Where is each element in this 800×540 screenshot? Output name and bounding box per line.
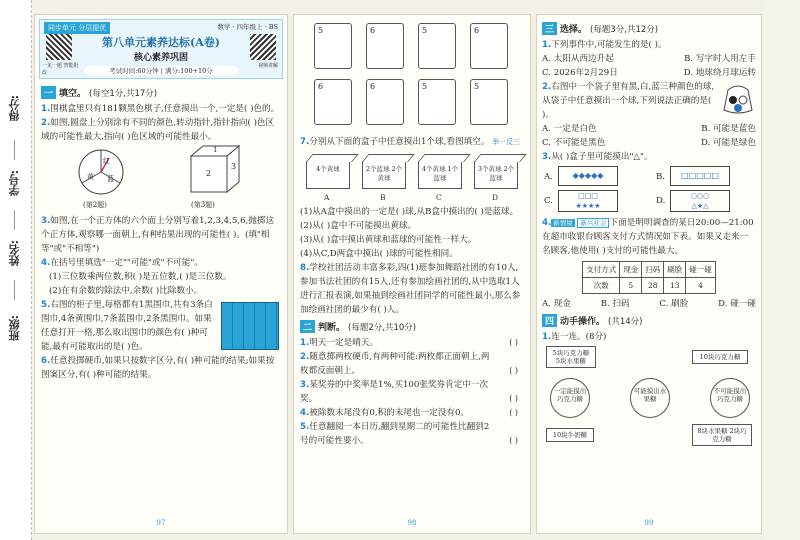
table-cell: 次数 (583, 278, 620, 294)
table-cell: 5 (620, 278, 642, 294)
option-b[interactable]: B. (656, 172, 666, 182)
choice-4-options (542, 297, 756, 311)
table-header-row (583, 262, 716, 278)
box-b (362, 161, 406, 189)
table-cell: 13 (664, 278, 686, 294)
crate-row (300, 149, 524, 205)
question-text: 从( )盒子里可能摸出"△"。 (551, 152, 653, 162)
choice-2-block (542, 80, 756, 122)
question-1 (41, 102, 281, 116)
score-label: 得分: (8, 95, 21, 122)
card-number: 5 (422, 26, 428, 35)
section-number: 二 (300, 320, 315, 333)
table-header: 碰一碰 (686, 262, 716, 278)
option-a[interactable]: A. 太阳从西边升起 (542, 54, 614, 64)
option-d[interactable]: D. 碰一碰 (718, 299, 756, 309)
question-5-block (41, 298, 281, 354)
number-card (418, 23, 456, 69)
question-text: 连一连。(8分) (551, 332, 607, 342)
box-label: C (436, 193, 442, 202)
shape-box-c: □□□ ★★★★ (558, 190, 618, 212)
question-number: 4. (300, 408, 310, 418)
cube-face-1: 1 (213, 146, 218, 154)
box-c (418, 161, 462, 189)
box-label: A (324, 193, 330, 202)
card-number: 6 (370, 26, 376, 35)
option-c[interactable]: C. 2026年2月29日 (542, 68, 618, 78)
card-grid (294, 15, 532, 133)
question-number: 6. (41, 356, 51, 366)
question-text: 如图,在一个正方体的六个面上分别写着1,2,3,4,5,6,抛掷这个正方体,观察哪一面朝上,有种结果出现的可能性( )。(填"相等"或"不相等") (41, 216, 275, 254)
table-header: 扫码 (642, 262, 664, 278)
question-7 (300, 135, 524, 149)
section-title: 选择。 (560, 25, 588, 35)
question-text: 右图的柜子里,每格都有1黑围巾,共有3条白围巾,4条黄围巾,7条蓝围巾,2条黑围巾。如果任意打开一格,那么取出围巾的颜色有( )种可能,最有可能取出的是( )色。 (41, 300, 213, 352)
choice-3-boxes (542, 164, 756, 216)
option-b[interactable]: B. 扫码 (600, 299, 630, 309)
box-content: 4个黄球 1个蓝球 (421, 165, 459, 182)
choice-1 (542, 38, 756, 52)
divider (14, 140, 15, 160)
section-number: 三 (542, 22, 557, 35)
option-c[interactable]: C. (544, 196, 554, 206)
link-question (542, 330, 756, 344)
answer-paren[interactable]: ( ) (509, 408, 518, 417)
table-header: 支付方式 (583, 262, 620, 278)
spinner-label-blue: 蓝 (107, 175, 114, 183)
question-text: 明天一定是晴天。 (309, 338, 379, 348)
option-d[interactable]: D. 可能是绿色 (700, 138, 756, 148)
question-4 (41, 256, 281, 270)
spinner-and-cube (41, 144, 281, 214)
question-text: 下列事件中,可能发生的是( )。 (551, 40, 667, 50)
outcome-plate[interactable]: 不可能摸出巧克力糖 (710, 378, 750, 418)
question-number: 8. (300, 263, 310, 273)
shape-box-a: ◆◆◆◆◆ (558, 166, 618, 186)
scarf-cabinet-image (221, 302, 279, 350)
qr-code-icon[interactable] (46, 34, 72, 60)
question-number: 2. (300, 352, 310, 362)
box-a (306, 161, 350, 189)
question-number: 2. (41, 118, 51, 128)
section-title: 动手操作。 (560, 317, 606, 327)
number-card (314, 23, 352, 69)
box-label: D (492, 193, 499, 202)
box-content: 3个黄球 2个蓝球 (477, 165, 515, 182)
choice-1-options-cd (542, 66, 756, 80)
box-content: 2个蓝球 2个黄球 (365, 165, 403, 182)
cube-face-2: 2 (206, 169, 212, 178)
candy-box[interactable]: 5块巧克力糖 5块水果糖 (546, 346, 596, 368)
question-text: 分别从下面的盒子中任意摸出1个球,看图填空。 (309, 137, 490, 147)
table-header: 现金 (620, 262, 642, 278)
question-number: 1. (41, 104, 51, 114)
tag: 举一反三 (492, 138, 521, 146)
number-card (314, 79, 352, 125)
question-6 (41, 354, 281, 382)
section-judge (300, 320, 524, 333)
option-c[interactable]: C. 刷脸 (659, 299, 689, 309)
figure-caption: (第2题) (83, 201, 107, 209)
question-8 (300, 261, 524, 317)
cube-face-3: 3 (231, 162, 237, 171)
choice-1-options-ab (542, 52, 756, 66)
question-number: 5. (41, 300, 51, 310)
card-number: 6 (318, 82, 324, 91)
divider (14, 210, 15, 230)
question-text: 学校社团活动丰富多彩,四(1)班参加舞蹈社团的有10人,参加书法社团的有15人,还有参加绘画社团的,从中选取1人进行汇报表演,如果抽到绘画社团同学的可能性最小,那么参加绘画社团的最少有( )人。 (300, 263, 521, 315)
payment-table (582, 261, 716, 294)
section-number: 一 (41, 86, 56, 99)
question-number: 3. (542, 152, 552, 162)
question-number: 3. (41, 216, 51, 226)
question-text: 在括号里填选"一定""可能"或"不可能"。 (50, 258, 203, 268)
card-number: 6 (370, 82, 376, 91)
page-3-body (542, 19, 756, 454)
question-7a: (1)从A盒中摸出的一定是( )球,从B盒中摸出的( )是蓝球。 (300, 207, 519, 217)
question-number: 5. (300, 422, 310, 432)
card-number: 5 (422, 82, 428, 91)
exam-time: 考试时间:60分钟 (109, 67, 159, 75)
number-card (418, 79, 456, 125)
candy-box[interactable]: 8块水果糖 2块巧克力糖 (692, 424, 752, 446)
option-b[interactable]: B. 可能是蓝色 (701, 124, 756, 134)
question-number: 1. (300, 338, 310, 348)
page-97 (34, 14, 288, 534)
section-choice (542, 22, 756, 35)
question-text: 被除数末尾没有0,积的末尾也一定没有0。 (309, 408, 470, 418)
divider (14, 280, 15, 300)
answer-paren[interactable]: ( ) (509, 366, 518, 375)
question-number: 2. (542, 82, 552, 92)
option-d[interactable]: D. (656, 196, 666, 206)
section-title: 填空。 (59, 89, 87, 99)
section-hands-on (542, 314, 756, 327)
question-7c: (3)从( )盒中摸出黄球和蓝球的可能性一样大。 (300, 235, 477, 245)
id-label: 学号: (8, 170, 21, 197)
outcome-plate[interactable]: 一定能摸出巧克力糖 (550, 378, 590, 418)
qr-code-icon[interactable] (250, 34, 276, 60)
question-text: 某奖券的中奖率是1%,买100张奖券肯定中一次奖。 (300, 380, 489, 404)
figure-caption: (第3题) (191, 201, 215, 209)
option-c[interactable]: C. 不可能是黑色 (542, 138, 606, 148)
question-3 (41, 214, 281, 256)
page-number: 98 (407, 519, 417, 527)
question-7b: (2)从( )盒中不可能摸出黄球。 (300, 221, 417, 231)
book-meta: 数学 · 四年级上 · BS (217, 23, 278, 31)
class-label: 班级: (8, 315, 21, 342)
binding-strip (0, 0, 32, 540)
question-number: 4. (41, 258, 51, 268)
judge-4 (300, 406, 524, 420)
tag-new-society: 新兴社会 (577, 218, 609, 228)
judge-1 (300, 336, 524, 350)
box-d (474, 161, 518, 189)
table-cell: 28 (642, 278, 664, 294)
choice-3 (542, 150, 756, 164)
shape-box-b: □□□□□ (670, 166, 730, 186)
card-number: 5 (318, 26, 324, 35)
answer-paren[interactable]: ( ) (509, 394, 518, 403)
section-note: (共14分) (608, 316, 643, 327)
section-note: (每空1分,共17分) (89, 88, 158, 99)
qr-caption: 视频讲解 (257, 63, 278, 69)
question-number: 4. (542, 218, 552, 228)
choice-2-options-cd (542, 136, 756, 150)
card-number: 6 (474, 26, 480, 35)
section-note: (每题2分,共10分) (348, 322, 417, 333)
question-number: 7. (300, 137, 310, 147)
option-d[interactable]: D. 地球绕月球运转 (683, 68, 756, 78)
tag-new-scenario: 新情境 (553, 219, 573, 227)
page-99 (536, 14, 762, 534)
page-header (39, 19, 283, 79)
question-text: 下面是明明调查的某日20:00—21:00在超市收银台顾客支付方式情况如下表。如果又走来一名顾客,他使用( )支付的可能性最大。 (542, 218, 754, 256)
answer-paren[interactable]: ( ) (509, 338, 518, 347)
option-a[interactable]: A. 现金 (542, 299, 571, 309)
number-card (366, 23, 404, 69)
option-a[interactable]: A. (544, 172, 553, 182)
spinner-label-yellow: 黄 (87, 173, 94, 181)
ball-bag-icon (720, 80, 756, 116)
shape-box-d: ○○○ △★△ (670, 190, 730, 212)
page-98 (293, 14, 531, 534)
choice-4 (542, 216, 756, 258)
judge-2 (300, 350, 524, 378)
question-number: 1. (542, 332, 552, 342)
right-margin (764, 0, 800, 540)
section-note: (每题3分,共12分) (590, 24, 659, 35)
question-text: 如图,圆盘上分别涂有不同的颜色,转动指针,指针指向( )色区域的可能性最大,指向( )色区域的可能性最小。 (41, 118, 275, 142)
candy-box[interactable]: 10块巧克力糖 (692, 350, 748, 364)
number-card (470, 79, 508, 125)
link-diagram (542, 344, 756, 454)
page-2-body (300, 135, 524, 448)
option-a[interactable]: A. 一定是白色 (542, 124, 597, 134)
table-row (583, 278, 716, 294)
question-text: 围棋盒里只有181颗黑色棋子,任意摸出一个,一定是( )色的。 (50, 104, 280, 114)
section-fill (41, 86, 281, 99)
figures-2-3 (41, 144, 281, 214)
page-title: 第八单元素养达标(A卷) (102, 36, 220, 49)
qr-caption: 一见一题 智能批改 (42, 63, 79, 76)
question-2 (41, 116, 281, 144)
question-number: 1. (542, 40, 552, 50)
card-number: 5 (474, 82, 480, 91)
outcome-plate[interactable]: 可能摸出水果糖 (630, 378, 670, 418)
page-number: 97 (156, 519, 166, 527)
number-card (366, 79, 404, 125)
question-text: 任意投掷硬币,如果只按数字区分,有( )种可能的结果;如果按图案区分,有( )种可能的结果。 (41, 356, 275, 380)
box-label: B (380, 193, 386, 202)
answer-paren[interactable]: ( ) (509, 436, 518, 445)
table-header: 刷脸 (664, 262, 686, 278)
judge-5 (300, 420, 524, 448)
option-b[interactable]: B. 写字时人用左手 (684, 54, 756, 64)
exam-score: 满分:100+10分 (164, 67, 213, 75)
section-number: 四 (542, 314, 557, 327)
choice-2-options-ab (542, 122, 756, 136)
number-card (470, 23, 508, 69)
spinner-label-red: 红 (103, 157, 110, 165)
question-7d: (4)从C,D两盒中摸出( )球的可能性相同。 (300, 249, 458, 259)
exam-info: 考试时间:60分钟 | 满分:100+10分 (84, 66, 238, 75)
candy-box[interactable]: 10块牛奶糖 (546, 428, 594, 442)
question-4a: (1)三位数乘两位数,积( )是五位数,( )是三位数。 (49, 272, 232, 282)
question-number: 3. (300, 380, 310, 390)
question-text: 右图中一个袋子里有黑,白,蓝三种颜色的球,从袋子中任意摸出一个球,下列说法正确的是( )。 (542, 82, 715, 120)
page-number: 99 (644, 519, 654, 527)
question-4b: (2)在有余数的除法中,余数( )比除数小。 (49, 286, 203, 296)
page-1-body (41, 83, 281, 382)
question-text: 任意翻阅一本日历,翻到星期二的可能性比翻到2号的可能性要小。 (300, 422, 490, 446)
box-content: 4个黄球 (316, 165, 340, 173)
series-badge: 同步单元 分层提优 (44, 22, 110, 34)
question-5 (41, 298, 217, 354)
judge-3 (300, 378, 524, 406)
question-text: 随意掷两枚硬币,有两种可能:两枚都正面朝上,两枚都反面朝上。 (300, 352, 490, 376)
subtitle: 核心素养巩固 (133, 53, 188, 63)
table-cell: 4 (686, 278, 716, 294)
section-title: 判断。 (318, 323, 346, 333)
name-label: 姓名: (8, 240, 21, 267)
